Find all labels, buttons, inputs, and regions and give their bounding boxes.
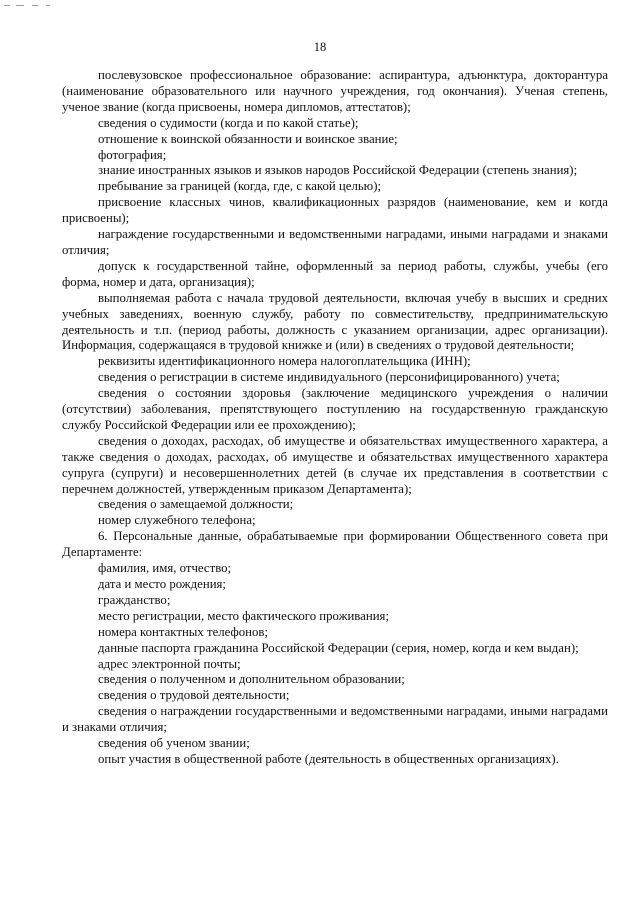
paragraph: присвоение классных чинов, квалификационных разрядов (наименование, кем и когда присвоены); bbox=[62, 195, 608, 226]
paragraph: гражданство; bbox=[98, 592, 171, 607]
paragraph: сведения о судимости (когда и по какой статье); bbox=[98, 115, 359, 130]
paragraph: награждение государственными и ведомственными наградами, иными наградами и знаками отличия; bbox=[62, 227, 608, 257]
paragraph: данные паспорта гражданина Российской Федерации (серия, номер, когда и кем выдан); bbox=[98, 640, 579, 655]
paragraph: отношение к воинской обязанности и воинское звание; bbox=[98, 131, 398, 146]
paragraph: допуск к государственной тайне, оформленный за период работы, службы, учебы (его форма, номер и дата, организация); bbox=[62, 258, 608, 289]
paragraph: сведения об ученом звании; bbox=[98, 736, 250, 751]
paragraph: фотография; bbox=[98, 147, 167, 162]
paragraph: дата и место рождения; bbox=[98, 577, 226, 591]
paragraph: адрес электронной почты; bbox=[98, 656, 241, 671]
paragraph: сведения о полученном и дополнительном образовании; bbox=[98, 672, 405, 687]
paragraph: номера контактных телефонов; bbox=[98, 624, 269, 639]
paragraph: сведения о доходах, расходах, об имуществе и обязательствах имущественного характера, а также сведения о доходах, расходах, об имуществе и обязательствах имущественного характера супруга (супруги) и несовершеннолетних детей (в случае их представления в соответствии с перечнем должностей, утвержденным приказом Департамента); bbox=[62, 433, 608, 496]
paragraph: место регистрации, место фактического проживания; bbox=[98, 608, 389, 623]
paragraph: пребывание за границей (когда, где, с какой целью); bbox=[98, 179, 382, 194]
paragraph: сведения о награждении государственными и ведомственными наградами, иными наградами и знаками отличия; bbox=[62, 704, 608, 735]
paragraph: сведения о регистрации в системе индивидуального (персонифицированного) учета; bbox=[98, 370, 560, 385]
paragraph: сведения о состоянии здоровья (заключение медицинского учреждения о наличии (отсутствии) заболевания, препятствующего поступлению на государственную гражданскую службу Российской Федерации или ее прохождению); bbox=[62, 386, 608, 432]
paragraph: выполняемая работа с начала трудовой деятельности, включая учебу в высших и средних учебных заведениях, военную службу, работу по совместительству, предпринимательскую деятельность и т.п. (период работы, должность с указанием организации, адрес организации). Информация, содержащаяся в трудовой книжке и (или) в сведениях о трудовой деятельности; bbox=[62, 290, 608, 353]
paragraph: номер служебного телефона; bbox=[98, 513, 256, 528]
paragraph: 6. Персональные данные, обрабатываемые при формировании Общественного совета при Департаменте: bbox=[62, 529, 608, 560]
paragraph: сведения о замещаемой должности; bbox=[98, 497, 294, 512]
paragraph: сведения о трудовой деятельности; bbox=[98, 688, 290, 703]
page-number: 18 bbox=[313, 40, 327, 54]
scan-artifact bbox=[4, 2, 64, 8]
paragraph: знание иностранных языков и языков народов Российской Федерации (степень знания); bbox=[98, 163, 578, 178]
paragraph: послевузовское профессиональное образование: аспирантура, адъюнктура, докторантура (наименование образовательного или научного учреждения, год окончания). Ученая степень, ученое звание (когда присвоены, номера дипломов, аттестатов); bbox=[62, 68, 608, 114]
paragraph: фамилия, имя, отчество; bbox=[98, 561, 232, 576]
document-body bbox=[62, 68, 608, 768]
paragraph: реквизиты идентификационного номера налогоплательщика (ИНН); bbox=[98, 354, 471, 369]
paragraph: опыт участия в общественной работе (деятельность в общественных организациях). bbox=[98, 751, 559, 766]
